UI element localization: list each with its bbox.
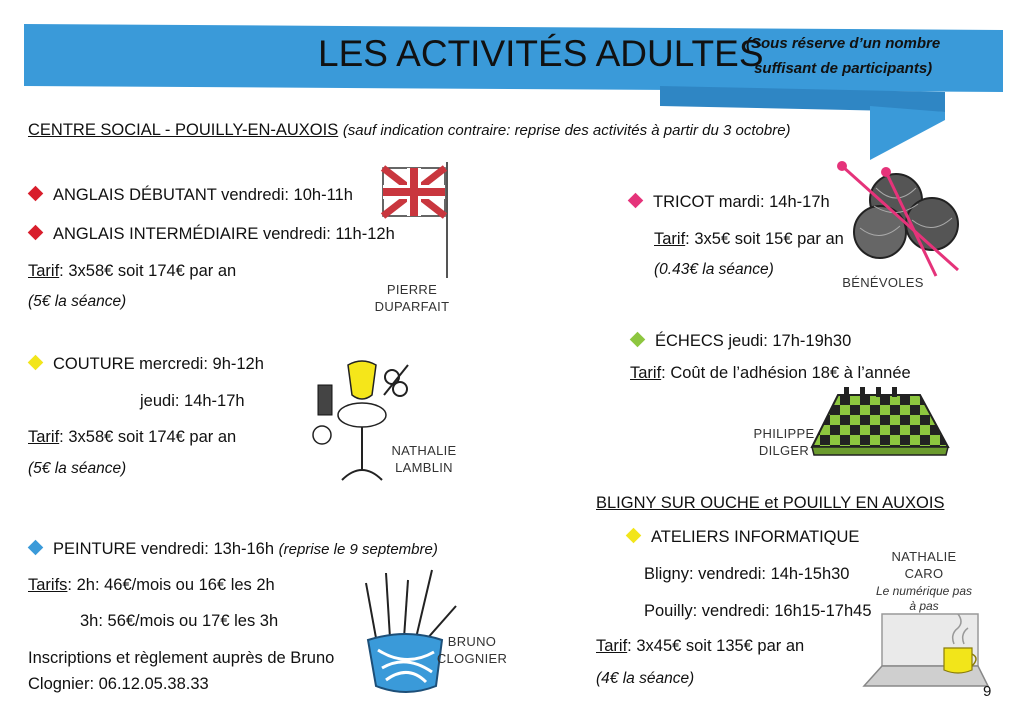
anglais-intermediaire: ANGLAIS INTERMÉDIAIRE vendredi: 11h-12h <box>30 225 395 244</box>
couture-seance: (5€ la séance) <box>28 460 127 477</box>
anglais-seance: (5€ la séance) <box>28 293 127 310</box>
tricot-seance: (0.43€ la séance) <box>654 261 774 278</box>
peinture-inscription2: Clognier: 06.12.05.38.33 <box>28 675 209 693</box>
anglais-debutant: ANGLAIS DÉBUTANT vendredi: 10h-11h <box>30 186 353 205</box>
centre-heading: CENTRE SOCIAL - POUILLY-EN-AUXOIS (sauf indication contraire: reprise des activités à partir du 3 octobre) <box>28 121 791 139</box>
tricot-teacher: BÉNÉVOLES <box>842 275 924 290</box>
informatique-tarif: Tarif: 3x45€ soit 135€ par an <box>596 637 805 655</box>
yarn-icon <box>840 158 970 278</box>
anglais-tarif: Tarif: 3x58€ soit 174€ par an <box>28 262 237 280</box>
echecs-teacher: PHILIPPE DILGER <box>753 426 815 458</box>
green-diamond-icon <box>630 332 646 348</box>
header-note: (Sous réserve d’un nombre suffisant de participants) <box>746 35 941 77</box>
informatique-seance: (4€ la séance) <box>596 670 695 687</box>
blue-diamond-icon <box>28 540 44 556</box>
uk-flag-icon <box>380 160 460 280</box>
bligny-heading: BLIGNY SUR OUCHE et POUILLY EN AUXOIS <box>596 494 945 512</box>
peinture-inscription1: Inscriptions et règlement auprès de Bruno <box>28 649 335 667</box>
informatique-line1: ATELIERS INFORMATIQUE <box>628 528 859 547</box>
yellow-diamond-icon <box>28 355 44 371</box>
chessboard-icon <box>810 385 950 465</box>
informatique-slogan: Le numérique pas à pas <box>875 584 973 613</box>
page-number: 9 <box>983 683 992 700</box>
couture-line2: jeudi: 14h-17h <box>140 392 245 410</box>
peinture-teacher: BRUNO CLOGNIER <box>436 634 508 666</box>
echecs-line1: ÉCHECS jeudi: 17h-19h30 <box>632 332 851 351</box>
echecs-tarif: Tarif: Coût de l’adhésion 18€ à l’année <box>630 364 911 382</box>
peinture-tarif2: 3h: 56€/mois ou 17€ les 3h <box>80 612 279 630</box>
couture-tarif: Tarif: 3x58€ soit 174€ par an <box>28 428 237 446</box>
anglais-teacher: PIERRE DUPARFAIT <box>374 282 450 314</box>
informatique-line2: Bligny: vendredi: 14h-15h30 <box>644 565 850 583</box>
tricot-tarif: Tarif: 3x5€ soit 15€ par an <box>654 230 844 248</box>
header-banner <box>0 0 1024 170</box>
laptop-coffee-icon <box>860 606 990 696</box>
yellow-diamond-icon <box>626 528 642 544</box>
pink-diamond-icon <box>628 193 644 209</box>
couture-line1: COUTURE mercredi: 9h-12h <box>30 355 264 374</box>
peinture-line1: PEINTURE vendredi: 13h-16h (reprise le 9 septembre) <box>30 540 438 559</box>
couture-teacher: NATHALIE LAMBLIN <box>391 443 457 475</box>
informatique-teacher: NATHALIE CARO <box>891 549 957 581</box>
peinture-tarif1: Tarifs: 2h: 46€/mois ou 16€ les 2h <box>28 576 275 594</box>
tricot-line1: TRICOT mardi: 14h-17h <box>630 193 830 212</box>
informatique-line3: Pouilly: vendredi: 16h15-17h45 <box>644 602 872 620</box>
red-diamond-icon <box>28 186 44 202</box>
red-diamond-icon <box>28 225 44 241</box>
page-title: LES ACTIVITÉS ADULTES <box>318 33 764 74</box>
